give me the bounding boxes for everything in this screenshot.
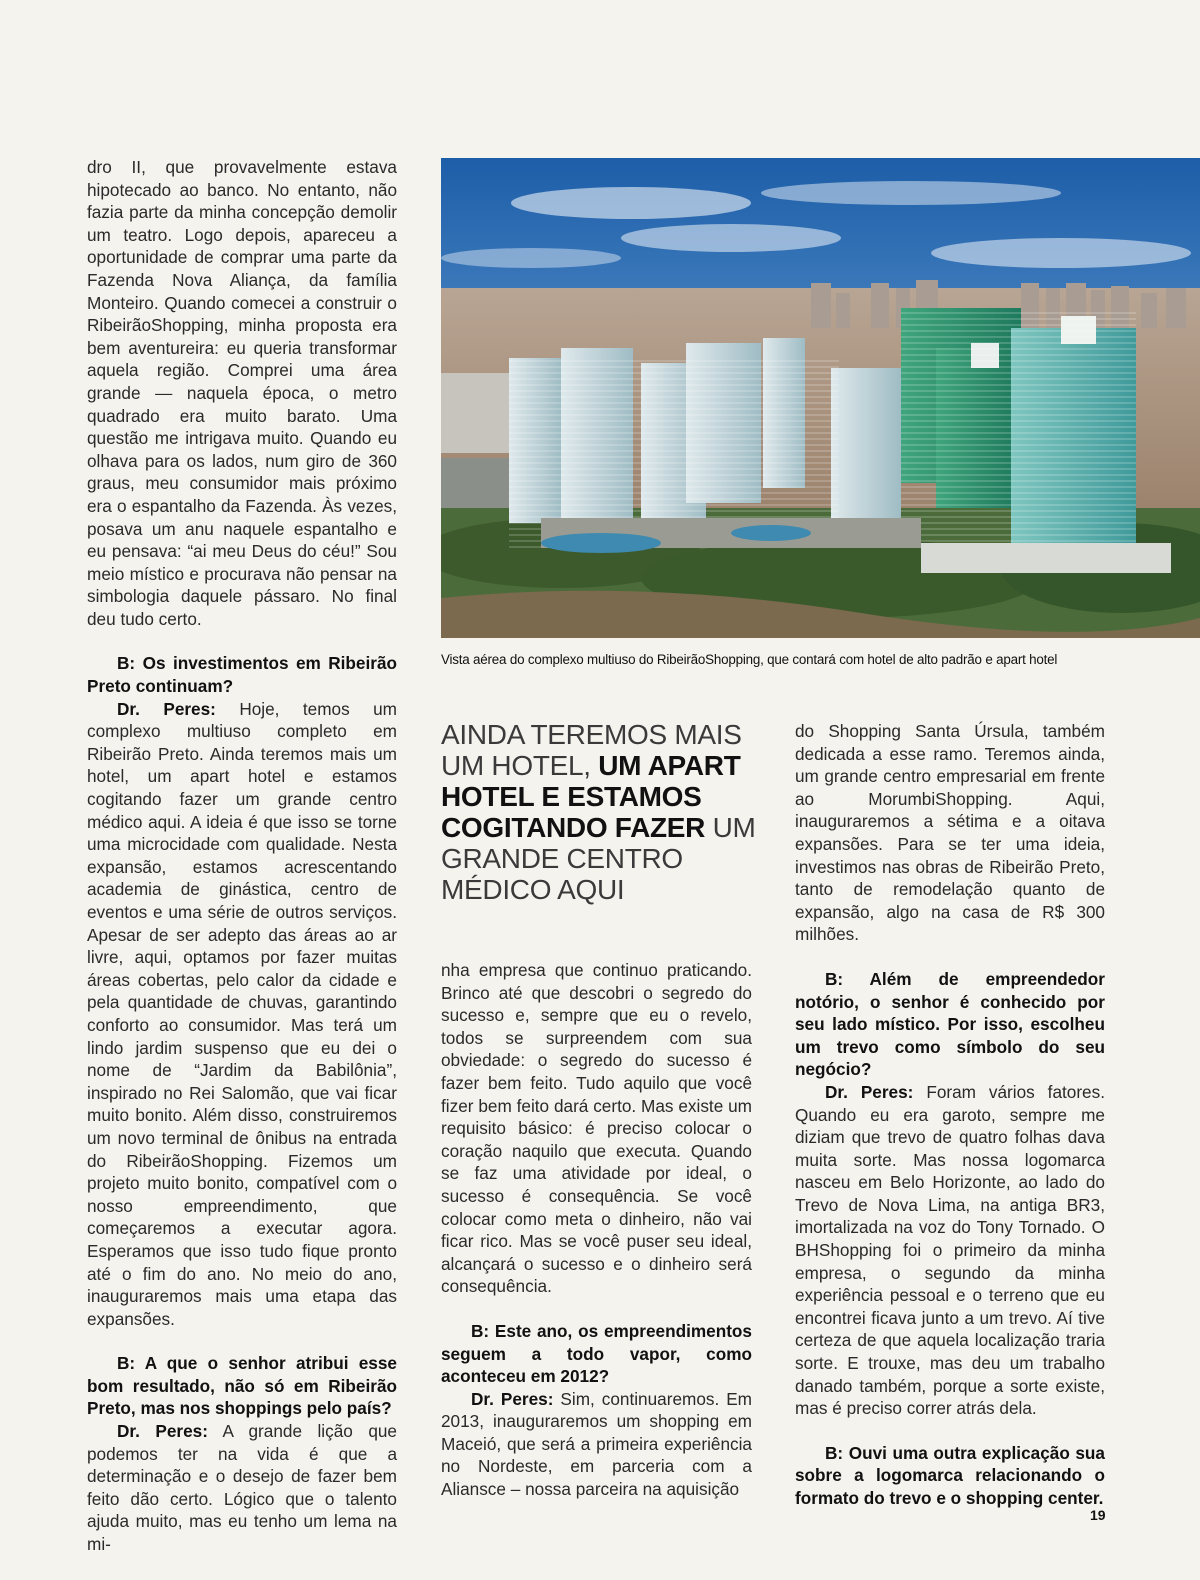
paragraph: do Shopping Santa Úrsula, também dedicada a esse ramo. Teremos ainda, um grande centro empresarial em frente ao MorumbiShopping. Aqui, inauguraremos a sétima e a oitava expansões. Para se ter uma ideia, investimos nas obras de Ribeirão Preto, tanto de remodelação quanto de expansão, algo na casa de R$ 300 milhões. — [795, 721, 1105, 945]
answer — [795, 1081, 1105, 1420]
answer — [441, 1388, 752, 1501]
speaker-label: Dr. Peres: — [117, 698, 216, 719]
photo-caption: Vista aérea do complexo multiuso do RibeirãoShopping, que contará com hotel de alto padrão e apart hotel — [441, 652, 1058, 667]
answer-text: Foram vários fatores. Quando eu era garoto, sempre me diziam que trevo de quatro folhas dava muita sorte. Mas nossa logomarca nasceu em Belo Horizonte, ao lado do Trevo de Nova Lima, na antiga BR3, imortalizada na voz do Tony Tornado. O BHShopping foi o primeiro da minha empresa, o segundo da minha experiência pessoal e o terreno que eu encontrei ficava junto a um trevo. Aí tive certeza de que aquela localização traria sorte. E trouxe, mas deu um trabalho danado também, porque a sorte existe, mas é preciso correr atrás dela. — [795, 1081, 1105, 1419]
answer-text: Sim, continuaremos. Em 2013, inauguraremos um shopping em Maceió, que será a primeira experiência no Nordeste, em parceria com a Aliansce – nossa parceira na aquisição — [441, 1388, 752, 1500]
question: B: Além de empreendedor notório, o senhor é conhecido por seu lado místico. Por isso, escolheu um trevo como símbolo do seu negócio? — [795, 968, 1105, 1080]
speaker-label: Dr. Peres: — [117, 1421, 208, 1442]
question: B: Ouvi uma outra explicação sua sobre a logomarca relacionando o formato do trevo e o shopping center. — [795, 1442, 1105, 1508]
pull-quote-bold: UM APART HOTEL E ESTAMOS COGITANDO FAZER — [441, 750, 741, 843]
pull-quote-light: UM GRANDE CENTRO MÉDICO AQUI — [441, 812, 756, 905]
paragraph: dro II, que provavelmente estava hipotecado ao banco. No entanto, não fazia parte da minha concepção demolir um teatro. Logo depois, apareceu a oportunidade de comprar uma parte da Fazenda Nova Aliança, da família Monteiro. Quando comecei a construir o RibeirãoShopping, minha proposta era bem aventureira: eu queria transformar aquela região. Comprei uma área grande — naquela época, o metro quadrado era muito barato. Uma questão me intrigava muito. Quando eu olhava para os lados, num giro de 360 graus, meu consumidor mais próximo era o espantalho da Fazenda. Às vezes, posava um anu naquele espantalho e eu pensava: “ai meu Deus do céu!” Sou meio místico e procurava não pensar na simbologia daquele pássaro. No final deu tudo certo. — [87, 157, 397, 629]
text-column-middle — [441, 959, 752, 1501]
text-column-right — [795, 720, 1105, 1510]
speaker-label: Dr. Peres: — [825, 1081, 914, 1102]
aerial-photo — [441, 158, 1200, 638]
answer — [87, 698, 397, 1331]
question: B: A que o senhor atribui esse bom resultado, não só em Ribeirão Preto, mas nos shoppings pelo país? — [87, 1353, 397, 1419]
page-number: 19 — [1090, 1507, 1106, 1523]
pull-quote-light: AINDA TEREMOS MAIS UM HOTEL, — [441, 719, 742, 781]
pull-quote — [441, 719, 761, 905]
text-column-left — [87, 156, 397, 1556]
question: B: Este ano, os empreendimentos seguem a todo vapor, como aconteceu em 2012? — [441, 1320, 752, 1387]
speaker-label: Dr. Peres: — [471, 1388, 554, 1409]
answer-text: Hoje, temos um complexo multiuso completo em Ribeirão Preto. Ainda teremos mais um hotel, um apart hotel e estamos cogitando fazer um grande centro médico aqui. A ideia é que isso se torne uma microcidade com qualidade. Nesta expansão, estamos acrescentando academia de ginástica, centro de eventos e uma série de outros serviços. Apesar de ser adepto das áreas ao ar livre, aqui, optamos por fazer muitas áreas cobertas, pelo calor da cidade e pela quantidade de chuvas, garantindo conforto ao consumidor. Mas terá um lindo jardim suspenso que eu dei o nome de “Jardim da Babilônia”, inspirado no Rei Salomão, que vai ficar muito bonito. Além disso, construiremos um novo terminal de ônibus na entrada do RibeirãoShopping. Fizemos um projeto muito bonito, compatível com o nosso empreendimento, que começaremos a executar agora. Esperamos que isso tudo fique pronto até o fim do ano. No meio do ano, inauguraremos mais uma etapa das expansões. — [87, 698, 397, 1329]
answer-text: A grande lição que podemos ter na vida é que a determinação e o desejo de fazer bem feito dão certo. Lógico que o talento ajuda muito, mas eu tenho um lema na mi- — [87, 1421, 397, 1555]
question: B: Os investimentos em Ribeirão Preto continuam? — [87, 653, 397, 697]
answer — [87, 1420, 397, 1556]
paragraph: nha empresa que continuo praticando. Brinco até que descobri o segredo do sucesso e, sempre que eu o revelo, todos se surpreendem com sua obviedade: o segredo do sucesso é fazer bem feito. Tudo aquilo que você fizer bem feito dará certo. Mas existe um requisito básico: é preciso colocar o coração naquilo que executa. Quando se faz uma atividade por ideal, o sucesso é consequência. Se você colocar como meta o dinheiro, não vai ficar rico. Mas se você puser seu ideal, alcançará o sucesso e o dinheiro será consequência. — [441, 960, 752, 1297]
